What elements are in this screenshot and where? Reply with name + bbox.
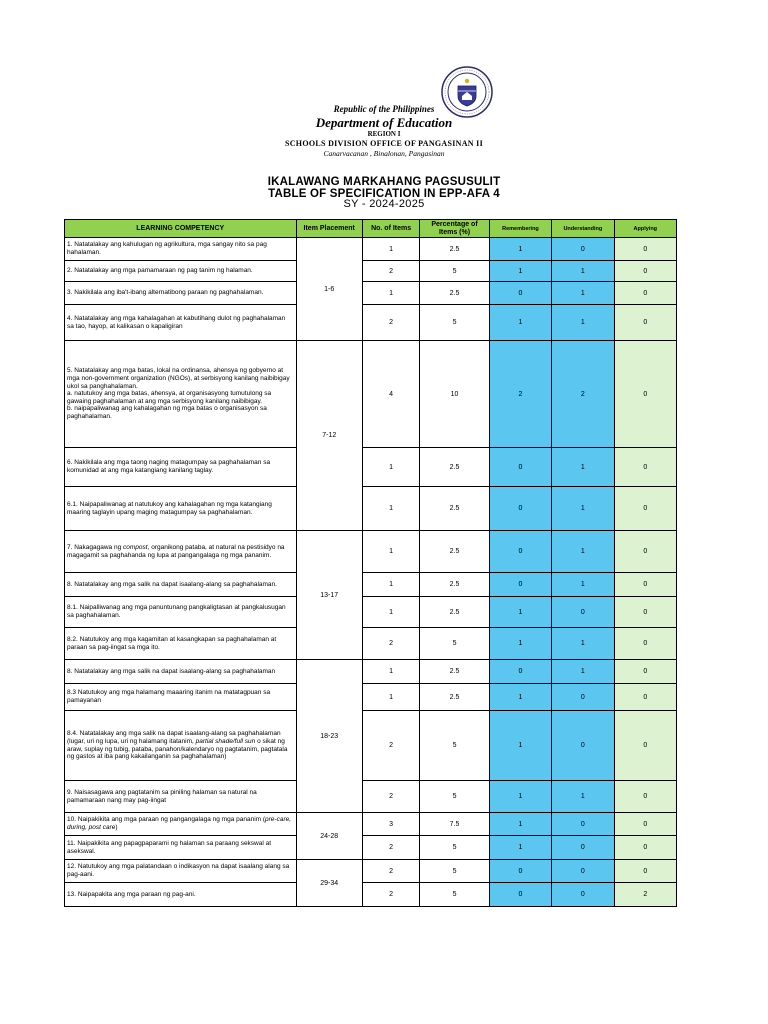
percentage-cell: 2.5 bbox=[420, 684, 489, 711]
department-label: Department of Education bbox=[315, 115, 453, 130]
items-cell: 1 bbox=[362, 238, 419, 261]
competency-cell: 8.4. Natatalakay ang mga salik na dapat isaalang-alang sa paghahalaman (lugar, uri ng lupa, uri ng halamang itatanim, partial shade/full sun o sikat ng araw, suplay ng tubig, pataba, panahon/kalendaryo ng pagtatanim, pagtatala ng gastos at iba pang kakailanganin sa paghahalaman) bbox=[65, 711, 297, 781]
table-row bbox=[65, 305, 677, 341]
applying-cell: 0 bbox=[614, 531, 676, 573]
applying-cell: 0 bbox=[614, 282, 676, 305]
percentage-cell: 5 bbox=[420, 781, 489, 813]
header-percentage: Percentage of Items (%) bbox=[420, 220, 489, 238]
understanding-cell: 1 bbox=[552, 261, 614, 282]
remembering-cell: 1 bbox=[489, 684, 551, 711]
region-label: REGION I bbox=[367, 130, 401, 138]
item-placement-cell: 29-34 bbox=[296, 860, 362, 907]
header-applying: Applying bbox=[614, 220, 676, 238]
items-cell: 2 bbox=[362, 261, 419, 282]
table-row bbox=[65, 660, 677, 684]
school-year: SY - 2024-2025 bbox=[343, 198, 425, 210]
understanding-cell: 0 bbox=[552, 836, 614, 860]
competency-cell: 8.2. Natutukoy ang mga kagamitan at kasangkapan sa paghahalaman at paraan sa pag-iingat sa mga ito. bbox=[65, 628, 297, 660]
address-label: Canarvacanan , Binalonan, Pangasinan bbox=[323, 149, 445, 158]
competency-cell: 8. Natatalakay ang mga salik na dapat isaalang-alang sa paghahalaman bbox=[65, 660, 297, 684]
table-row bbox=[65, 711, 677, 781]
item-placement-cell: 18-23 bbox=[296, 660, 362, 813]
remembering-cell: 1 bbox=[489, 238, 551, 261]
applying-cell: 0 bbox=[614, 597, 676, 628]
items-cell: 2 bbox=[362, 860, 419, 883]
remembering-cell: 1 bbox=[489, 711, 551, 781]
percentage-cell: 5 bbox=[420, 883, 489, 907]
items-cell: 2 bbox=[362, 305, 419, 341]
percentage-cell: 2.5 bbox=[420, 573, 489, 597]
understanding-cell: 0 bbox=[552, 813, 614, 836]
percentage-cell: 2.5 bbox=[420, 282, 489, 305]
remembering-cell: 1 bbox=[489, 836, 551, 860]
competency-cell: 11. Naipakikita ang papagpaparami ng halaman sa paraang sekswal at asekswal. bbox=[65, 836, 297, 860]
understanding-cell: 0 bbox=[552, 711, 614, 781]
understanding-cell: 0 bbox=[552, 597, 614, 628]
competency-cell: 6. Nakikilala ang mga taong naging matagumpay sa paghahalaman sa komunidad at ang mga katangiang kanilang taglay. bbox=[65, 448, 297, 487]
remembering-cell: 0 bbox=[489, 448, 551, 487]
applying-cell: 0 bbox=[614, 836, 676, 860]
percentage-cell: 5 bbox=[420, 628, 489, 660]
items-cell: 1 bbox=[362, 448, 419, 487]
remembering-cell: 1 bbox=[489, 628, 551, 660]
understanding-cell: 1 bbox=[552, 448, 614, 487]
applying-cell: 0 bbox=[614, 487, 676, 531]
percentage-cell: 5 bbox=[420, 860, 489, 883]
understanding-cell: 1 bbox=[552, 660, 614, 684]
items-cell: 2 bbox=[362, 883, 419, 907]
understanding-cell: 1 bbox=[552, 531, 614, 573]
item-placement-cell: 1-6 bbox=[296, 238, 362, 341]
table-row bbox=[65, 573, 677, 597]
remembering-cell: 2 bbox=[489, 341, 551, 448]
remembering-cell: 1 bbox=[489, 813, 551, 836]
remembering-cell: 1 bbox=[489, 597, 551, 628]
understanding-cell: 0 bbox=[552, 860, 614, 883]
competency-cell: 3. Nakikilala ang iba't-ibang alternatibong paraan ng paghahalaman. bbox=[65, 282, 297, 305]
table-row bbox=[65, 531, 677, 573]
remembering-cell: 0 bbox=[489, 487, 551, 531]
table-row bbox=[65, 813, 677, 836]
items-cell: 2 bbox=[362, 836, 419, 860]
table-body bbox=[65, 238, 677, 907]
items-cell: 4 bbox=[362, 341, 419, 448]
applying-cell: 0 bbox=[614, 261, 676, 282]
understanding-cell: 1 bbox=[552, 282, 614, 305]
competency-cell: 13. Naipapakita ang mga paraan ng pag-ani. bbox=[65, 883, 297, 907]
table-row bbox=[65, 261, 677, 282]
items-cell: 2 bbox=[362, 781, 419, 813]
table-row bbox=[65, 836, 677, 860]
understanding-cell: 1 bbox=[552, 628, 614, 660]
items-cell: 1 bbox=[362, 597, 419, 628]
competency-cell: 9. Naisasagawa ang pagtatanim sa piniling halaman sa natural na pamamaraan nang may pag-iingat bbox=[65, 781, 297, 813]
remembering-cell: 1 bbox=[489, 305, 551, 341]
items-cell: 1 bbox=[362, 531, 419, 573]
items-cell: 2 bbox=[362, 711, 419, 781]
competency-cell: 10. Naipakikita ang mga paraan ng pangangalaga ng mga pananim (pre-care, during, post care) bbox=[65, 813, 297, 836]
understanding-cell: 0 bbox=[552, 684, 614, 711]
header-competency: LEARNING COMPETENCY bbox=[65, 220, 297, 238]
percentage-cell: 2.5 bbox=[420, 238, 489, 261]
table-row bbox=[65, 341, 677, 448]
header-placement: Item Placement bbox=[296, 220, 362, 238]
competency-cell: 4. Natatalakay ang mga kahalagahan at kabutihang dulot ng paghahalaman sa tao, hayop, at kalikasan o kapaligiran bbox=[65, 305, 297, 341]
remembering-cell: 0 bbox=[489, 531, 551, 573]
competency-cell: 8. Natatalakay ang mga salik na dapat isaalang-alang sa paghahalaman. bbox=[65, 573, 297, 597]
understanding-cell: 2 bbox=[552, 341, 614, 448]
percentage-cell: 7.5 bbox=[420, 813, 489, 836]
percentage-cell: 5 bbox=[420, 836, 489, 860]
table-row bbox=[65, 628, 677, 660]
republic-label: Republic of the Philippines bbox=[333, 104, 435, 114]
remembering-cell: 0 bbox=[489, 660, 551, 684]
tos-table bbox=[64, 219, 677, 907]
remembering-cell: 1 bbox=[489, 781, 551, 813]
percentage-cell: 5 bbox=[420, 711, 489, 781]
understanding-cell: 0 bbox=[552, 238, 614, 261]
applying-cell: 0 bbox=[614, 238, 676, 261]
items-cell: 1 bbox=[362, 660, 419, 684]
items-cell: 3 bbox=[362, 813, 419, 836]
exam-title: IKALAWANG MARKAHANG PAGSUSULIT bbox=[267, 176, 501, 188]
header-items: No. of Items bbox=[362, 220, 419, 238]
table-header-row bbox=[65, 220, 677, 238]
division-label: SCHOOLS DIVISION OFFICE OF PANGASINAN II bbox=[284, 139, 484, 148]
applying-cell: 0 bbox=[614, 448, 676, 487]
percentage-cell: 2.5 bbox=[420, 597, 489, 628]
applying-cell: 0 bbox=[614, 813, 676, 836]
competency-cell: 2. Natatalakay ang mga pamamaraan ng pag tanim ng halaman. bbox=[65, 261, 297, 282]
percentage-cell: 5 bbox=[420, 261, 489, 282]
understanding-cell: 1 bbox=[552, 781, 614, 813]
percentage-cell: 2.5 bbox=[420, 448, 489, 487]
applying-cell: 0 bbox=[614, 860, 676, 883]
understanding-cell: 1 bbox=[552, 305, 614, 341]
competency-cell: 1. Natatalakay ang kahulugan ng agrikultura, mga sangay nito sa pag hahalaman. bbox=[65, 238, 297, 261]
table-row bbox=[65, 487, 677, 531]
competency-cell: 12. Natutukoy ang mga palatandaan o indikasyon na dapat isaalang alang sa pag-aani. bbox=[65, 860, 297, 883]
percentage-cell: 5 bbox=[420, 305, 489, 341]
applying-cell: 0 bbox=[614, 341, 676, 448]
applying-cell: 0 bbox=[614, 781, 676, 813]
items-cell: 2 bbox=[362, 628, 419, 660]
competency-cell: 8.1. Naipalliwanag ang mga panuntunang pangkaligtasan at pangkalusugan sa paghahalaman. bbox=[65, 597, 297, 628]
applying-cell: 0 bbox=[614, 305, 676, 341]
table-row bbox=[65, 238, 677, 261]
table-row bbox=[65, 597, 677, 628]
table-row bbox=[65, 448, 677, 487]
competency-cell: 8.3 Natutukoy ang mga halamang maaaring itanim na matatagpuan sa pamayanan bbox=[65, 684, 297, 711]
percentage-cell: 2.5 bbox=[420, 531, 489, 573]
competency-cell: 7. Nakagagawa ng compost, organikong pataba, at natural na pestisidyo na magagamit sa paghahanda ng lupa at pangangalaga ng mga pananim. bbox=[65, 531, 297, 573]
remembering-cell: 0 bbox=[489, 860, 551, 883]
applying-cell: 0 bbox=[614, 628, 676, 660]
item-placement-cell: 24-28 bbox=[296, 813, 362, 860]
tos-title: TABLE OF SPECIFICATION IN EPP-AFA 4 bbox=[268, 188, 500, 200]
remembering-cell: 0 bbox=[489, 573, 551, 597]
applying-cell: 2 bbox=[614, 883, 676, 907]
remembering-cell: 0 bbox=[489, 282, 551, 305]
items-cell: 1 bbox=[362, 282, 419, 305]
applying-cell: 0 bbox=[614, 684, 676, 711]
percentage-cell: 2.5 bbox=[420, 660, 489, 684]
table-row bbox=[65, 684, 677, 711]
remembering-cell: 1 bbox=[489, 261, 551, 282]
understanding-cell: 1 bbox=[552, 573, 614, 597]
applying-cell: 0 bbox=[614, 573, 676, 597]
item-placement-cell: 7-12 bbox=[296, 341, 362, 531]
table-row bbox=[65, 860, 677, 883]
applying-cell: 0 bbox=[614, 660, 676, 684]
understanding-cell: 1 bbox=[552, 487, 614, 531]
understanding-cell: 0 bbox=[552, 883, 614, 907]
table-row bbox=[65, 781, 677, 813]
table-row bbox=[65, 282, 677, 305]
percentage-cell: 2.5 bbox=[420, 487, 489, 531]
item-placement-cell: 13-17 bbox=[296, 531, 362, 660]
applying-cell: 0 bbox=[614, 711, 676, 781]
competency-cell: 6.1. Naipapaliwanag at natutukoy ang kahalagahan ng mga katangiang maaring taglayin upang maging matagumpay sa paghahalaman. bbox=[65, 487, 297, 531]
items-cell: 1 bbox=[362, 684, 419, 711]
competency-cell: 5. Natatalakay ang mga batas, lokal na ordinansa, ahensya ng gobyerno at mga non-government organization (NGOs), at serbisyong kanilang naibibigay ukol sa panghahalaman. a. natutukoy ang mga batas, ahensya, at organisasyong tumutulong sa gawaing paghahalaman at ang mga serbisyong kanilang naibibigay. b. naipapaliwanag ang kahalagahan ng mga batas o organisasyon sa paghahalaman. bbox=[65, 341, 297, 448]
remembering-cell: 0 bbox=[489, 883, 551, 907]
items-cell: 1 bbox=[362, 573, 419, 597]
percentage-cell: 10 bbox=[420, 341, 489, 448]
table-row bbox=[65, 883, 677, 907]
items-cell: 1 bbox=[362, 487, 419, 531]
header-understanding: Understanding bbox=[552, 220, 614, 238]
header-remembering: Remembering bbox=[489, 220, 551, 238]
